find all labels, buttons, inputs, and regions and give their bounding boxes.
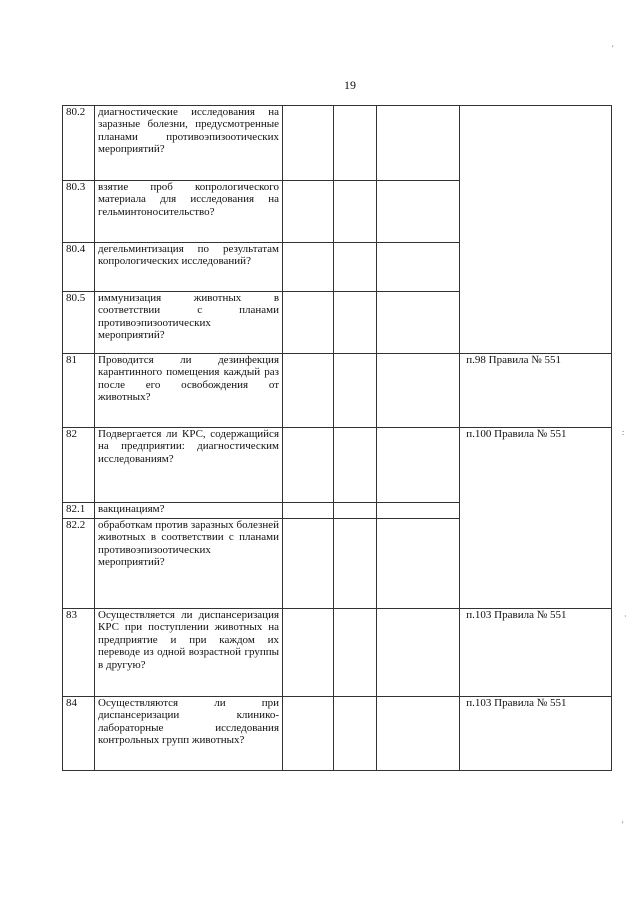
item-question: вакцинациям? <box>95 503 283 519</box>
item-question: диагностические исследования на заразные болезни, предусмотренные планами противоэпизоотических мероприятий? <box>95 106 283 181</box>
item-question: Подвергается ли КРС, содержащийся на предприятии: диагностическим исследованиям? <box>95 428 283 503</box>
item-question: Проводится ли дезинфекция карантинного помещения каждый раз после его освобождения от животных? <box>95 354 283 428</box>
item-number: 80.5 <box>63 292 95 354</box>
item-question: Осуществляются ли при диспансеризации клинико-лабораторные исследования контрольных групп животных? <box>95 697 283 771</box>
answer-cell-yes <box>283 428 334 503</box>
answer-cell-no <box>334 428 377 503</box>
reference-cell: п.103 Правила № 551 <box>460 697 612 771</box>
answer-cell-yes <box>283 181 334 243</box>
item-number: 82.1 <box>63 503 95 519</box>
answer-cell-no <box>334 609 377 697</box>
item-question: взятие проб копрологического материала для исследования на гельминтоносительство? <box>95 181 283 243</box>
item-question: дегельминтизация по результатам копрологических исследований? <box>95 243 283 292</box>
table-row <box>63 106 612 181</box>
item-number: 82.2 <box>63 519 95 609</box>
item-number: 83 <box>63 609 95 697</box>
margin-mark: · <box>624 612 627 621</box>
margin-mark: : <box>622 428 625 437</box>
item-number: 80.2 <box>63 106 95 181</box>
answer-cell-na <box>377 292 460 354</box>
answer-cell-na <box>377 243 460 292</box>
item-number: 80.4 <box>63 243 95 292</box>
answer-cell-na <box>377 697 460 771</box>
answer-cell-na <box>377 181 460 243</box>
margin-mark: ' <box>622 820 624 829</box>
reference-cell: п.98 Правила № 551 <box>460 354 612 428</box>
item-number: 80.3 <box>63 181 95 243</box>
answer-cell-yes <box>283 503 334 519</box>
answer-cell-na <box>377 106 460 181</box>
answer-cell-yes <box>283 519 334 609</box>
answer-cell-yes <box>283 697 334 771</box>
table-row <box>63 609 612 697</box>
answer-cell-na <box>377 428 460 503</box>
reference-cell: п.100 Правила № 551 <box>460 428 612 609</box>
table-row <box>63 697 612 771</box>
margin-mark: ' <box>612 44 614 53</box>
answer-cell-yes <box>283 609 334 697</box>
reference-cell <box>460 106 612 354</box>
answer-cell-no <box>334 181 377 243</box>
answer-cell-no <box>334 354 377 428</box>
item-question: иммунизация животных в соответствии с планами противоэпизоотических мероприятий? <box>95 292 283 354</box>
answer-cell-no <box>334 519 377 609</box>
answer-cell-na <box>377 503 460 519</box>
item-number: 84 <box>63 697 95 771</box>
answer-cell-na <box>377 354 460 428</box>
answer-cell-yes <box>283 243 334 292</box>
answer-cell-na <box>377 519 460 609</box>
answer-cell-no <box>334 243 377 292</box>
page-number: 19 <box>344 78 356 92</box>
answer-cell-yes <box>283 354 334 428</box>
checklist-table <box>62 105 612 771</box>
answer-cell-no <box>334 697 377 771</box>
answer-cell-yes <box>283 292 334 354</box>
item-number: 82 <box>63 428 95 503</box>
answer-cell-yes <box>283 106 334 181</box>
answer-cell-no <box>334 292 377 354</box>
item-number: 81 <box>63 354 95 428</box>
item-question: Осуществляется ли диспансеризация КРС при поступлении животных на предприятие и при каждом их переводе из одной возрастной группы в другую? <box>95 609 283 697</box>
answer-cell-na <box>377 609 460 697</box>
item-question: обработкам против заразных болезней животных в соответствии с планами противоэпизоотических мероприятий? <box>95 519 283 609</box>
table-row <box>63 354 612 428</box>
table-row <box>63 428 612 503</box>
answer-cell-no <box>334 503 377 519</box>
answer-cell-no <box>334 106 377 181</box>
reference-cell: п.103 Правила № 551 <box>460 609 612 697</box>
